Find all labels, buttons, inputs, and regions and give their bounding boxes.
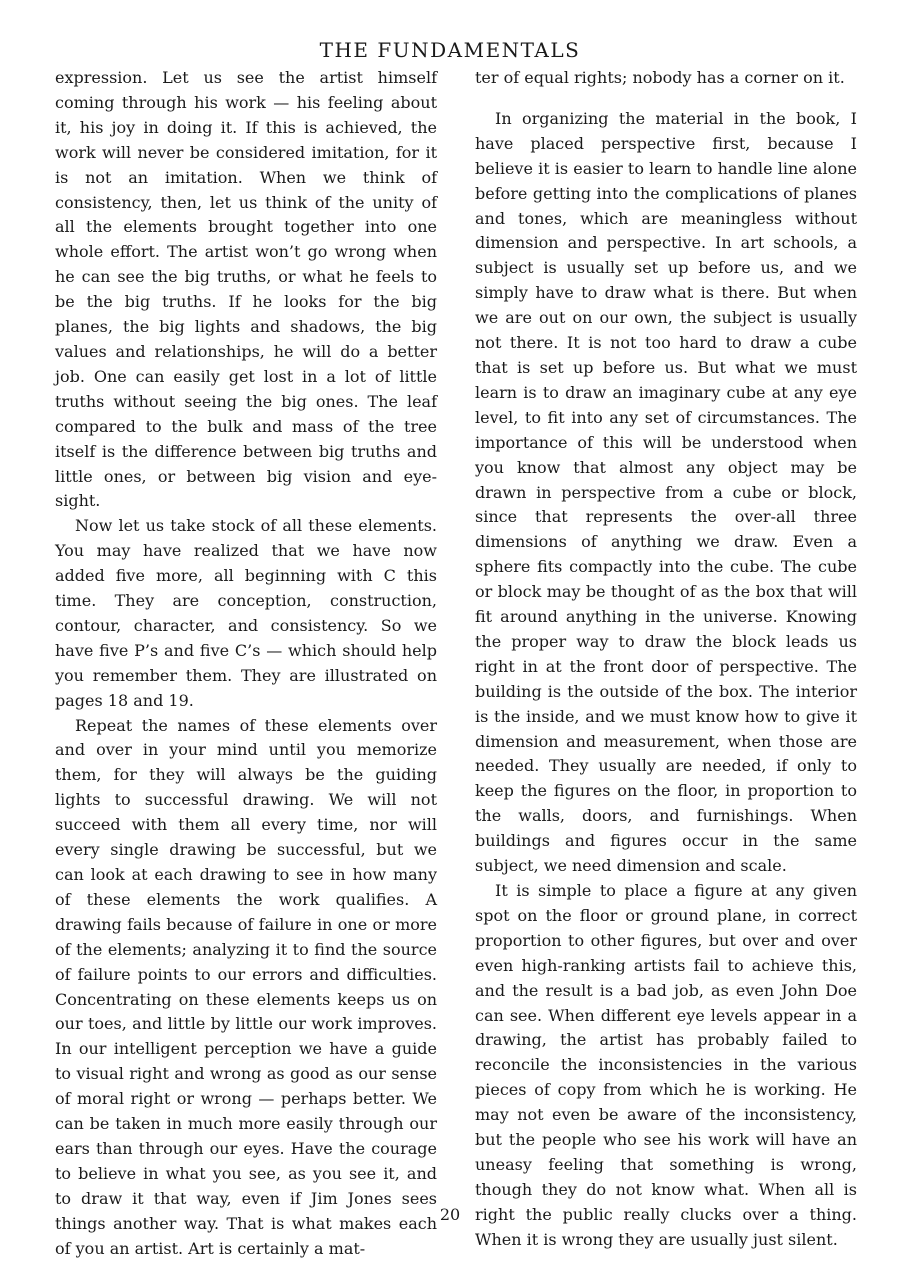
paragraph: ter of equal rights; nobody has a corner on it. [475, 68, 845, 87]
paragraph: expression. Let us see the artist himself coming through his work — his feeling about it, his joy in doing it. If this is achieved, the work will never be considered imitation, for it is not an imitation. When we think of consistency, then, let us think of the unity of all the elements brought together into one whole effort. The artist won’t go wrong when he can see the big truths, or what he feels to be the big truths. If he looks for the big planes, the big lights and shadows, the big values and relationships, he will do a better job. One can easily get lost in a lot of little truths without seeing the big ones. The leaf compared to the bulk and mass of the tree itself is the difference between big truths and little ones, or between big vision and eye-sight. [55, 68, 437, 511]
left-column [55, 66, 437, 1262]
paragraph: Repeat the names of these elements over and over in your mind until you memorize them, for they will always be the guiding lights to successful drawing. We will not succeed with them all every time, nor will every single drawing be successful, but we can look at each drawing to see in how many of these elements the work qualifies. A drawing fails because of failure in one or more of the elements; analyzing it to find the source of failure points to our errors and difficulties. Concentrating on these elements keeps us on our toes, and little by little our work improves. In our intelligent perception we have a guide to visual right and wrong as good as our sense of moral right or wrong — perhaps better. We can be taken in much more easily through our ears than through our eyes. Have the courage to believe in what you see, as you see it, and to draw it that way, even if Jim Jones sees things another way. That is what makes each of you an artist. Art is certainly a mat- [55, 715, 437, 1258]
paragraph: Now let us take stock of all these elements. You may have realized that we have now added five more, all beginning with C this time. They are conception, construction, contour, character, and consistency. So we have five P’s and five C’s — which should help you remember them. They are illustrated on pages 18 and 19. [55, 516, 437, 710]
paragraph: It is simple to place a figure at any given spot on the floor or ground plane, in correct proportion to other figures, but over and over even high-ranking artists fail to achieve this, and the result is a bad job, as even John Doe can see. When different eye levels appear in a drawing, the artist has probably failed to reconcile the inconsistencies in the various pieces of copy from which he is working. He may not even be aware of the inconsistency, but the people who see his work will have an uneasy feeling that something is wrong, though they do not know what. When all is right the public really clucks over a thing. When it is wrong they are usually just silent. [475, 881, 857, 1249]
running-head: THE FUNDAMENTALS [319, 38, 581, 62]
right-column [475, 66, 857, 1253]
page-number: 20 [439, 1205, 461, 1224]
paragraph: In organizing the material in the book, I have placed perspective first, because I believe it is easier to learn to handle line alone before getting into the complications of planes and tones, which are meaningless without dimension and perspective. In art schools, a subject is usually set up before us, and we simply have to draw what is there. But when we are out on our own, the subject is usually not there. It is not too hard to draw a cube that is set up before us. But what we must learn is to draw an imaginary cube at any eye level, to fit into any set of circumstances. The importance of this will be understood when you know that almost any object may be drawn in perspective from a cube or block, since that represents the over-all three dimensions of anything we draw. Even a sphere fits compactly into the cube. The cube or block may be thought of as the box that will fit around anything in the universe. Knowing the proper way to draw the block leads us right in at the front door of perspective. The building is the outside of the box. The interior is the inside, and we must know how to give it dimension and measurement, when those are needed. They usually are needed, if only to keep the figures on the floor, in proportion to the walls, doors, and furnishings. When buildings and figures occur in the same subject, we need dimension and scale. [475, 108, 857, 876]
